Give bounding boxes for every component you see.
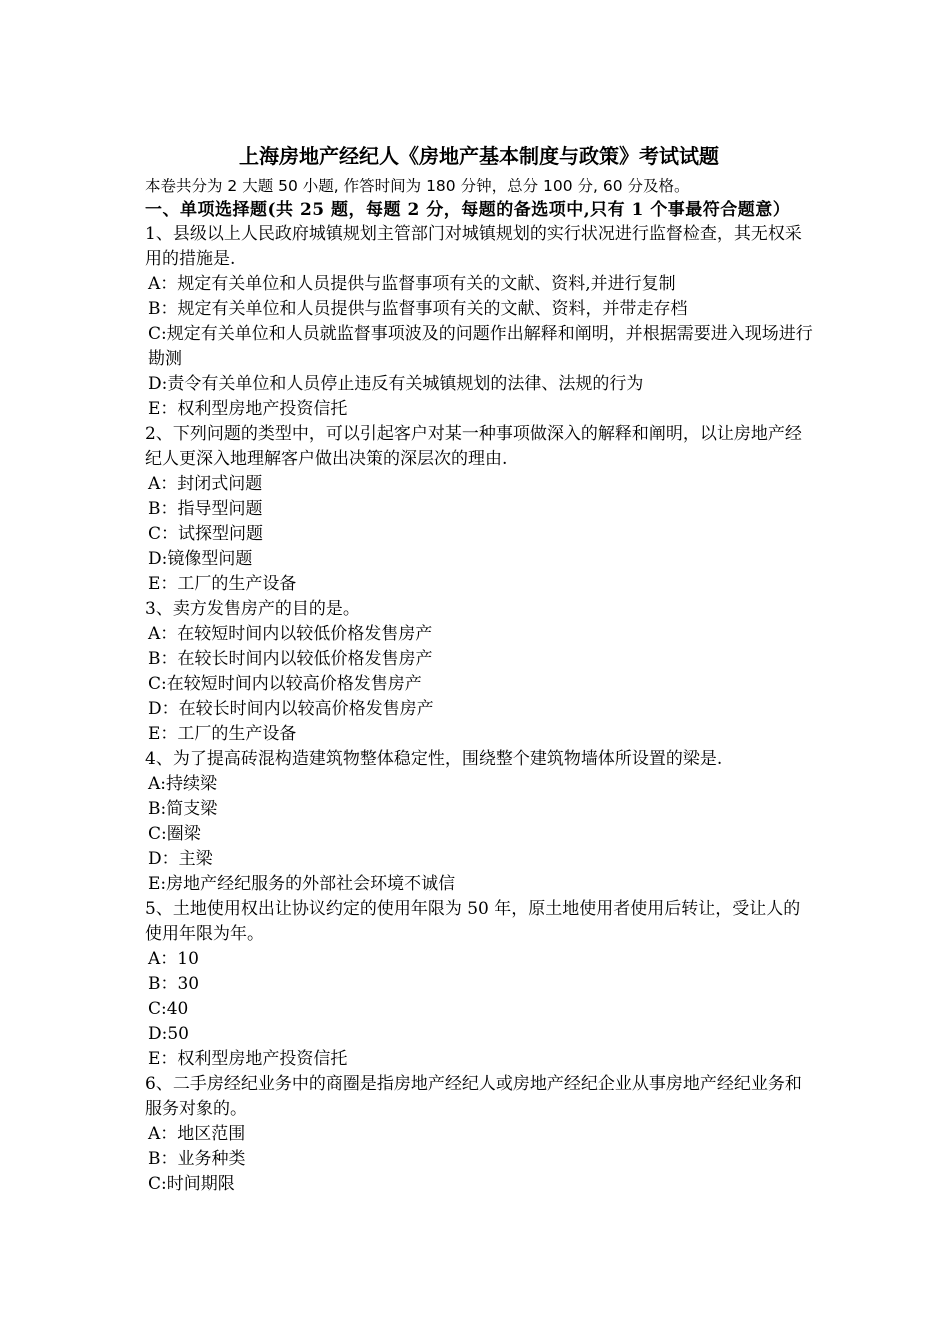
exam-intro: 本卷共分为 2 大题 50 小题, 作答时间为 180 分钟，总分 100 分, 60 分及格。 (145, 177, 690, 195)
option-d: D:镜像型问题 (148, 549, 253, 569)
option-c: C：试探型问题 (148, 524, 264, 544)
page-title: 上海房地产经纪人《房地产基本制度与政策》考试试题 (239, 144, 719, 168)
question-6 (145, 1072, 813, 1197)
option-c: C:规定有关单位和人员就监督事项波及的问题作出解释和阐明，并根据需要进入现场进行勘测 (148, 324, 813, 369)
option-b: B：在较长时间内以较低价格发售房产 (148, 649, 433, 669)
question-4 (145, 747, 813, 897)
question-stem: 4、为了提高砖混构造建筑物整体稳定性，围绕整个建筑物墙体所设置的梁是. (145, 749, 723, 769)
option-d: D:责令有关单位和人员停止违反有关城镇规划的法律、法规的行为 (148, 374, 644, 394)
option-b: B：指导型问题 (148, 499, 263, 519)
option-e: E：权利型房地产投资信托 (148, 1049, 348, 1069)
question-stem: 1、县级以上人民政府城镇规划主管部门对城镇规划的实行状况进行监督检查，其无权采用的措施是. (145, 224, 802, 269)
option-e: E：工厂的生产设备 (148, 574, 297, 594)
question-1 (145, 222, 813, 422)
option-b: B：30 (148, 974, 200, 994)
option-a: A：规定有关单位和人员提供与监督事项有关的文献、资料,并进行复制 (148, 274, 676, 294)
option-b: B:简支梁 (148, 799, 218, 819)
option-c: C:在较短时间内以较高价格发售房产 (148, 674, 422, 694)
option-c: C:圈梁 (148, 824, 201, 844)
section-heading: 一、单项选择题(共 25 题，每题 2 分，每题的备选项中,只有 1 个事最符合题意） (145, 200, 791, 220)
option-e: E：权利型房地产投资信托 (148, 399, 348, 419)
option-e: E：工厂的生产设备 (148, 724, 297, 744)
question-3 (145, 597, 813, 747)
question-stem: 3、卖方发售房产的目的是。 (145, 599, 360, 619)
option-a: A：地区范围 (148, 1124, 246, 1144)
question-stem: 2、下列问题的类型中，可以引起客户对某一种事项做深入的解释和阐明，以让房地产经纪人更深入地理解客户做出决策的深层次的理由. (145, 424, 802, 469)
option-b: B：规定有关单位和人员提供与监督事项有关的文献、资料，并带走存档 (148, 299, 688, 319)
option-a: A：封闭式问题 (148, 474, 263, 494)
option-d: D：主梁 (148, 849, 213, 869)
option-e: E:房地产经纪服务的外部社会环境不诚信 (148, 874, 456, 894)
option-d: D：在较长时间内以较高价格发售房产 (148, 699, 434, 719)
option-c: C:时间期限 (148, 1174, 235, 1194)
document-page (145, 142, 813, 1197)
question-5 (145, 897, 813, 1072)
option-a: A：在较短时间内以较低价格发售房产 (148, 624, 433, 644)
option-d: D:50 (148, 1024, 189, 1044)
option-c: C:40 (148, 999, 189, 1019)
question-stem: 5、土地使用权出让协议约定的使用年限为 50 年，原土地使用者使用后转让，受让人的使用年限为年。 (145, 899, 801, 944)
question-2 (145, 422, 813, 597)
question-stem: 6、二手房经纪业务中的商圈是指房地产经纪人或房地产经纪企业从事房地产经纪业务和服务对象的。 (145, 1074, 802, 1119)
option-b: B：业务种类 (148, 1149, 246, 1169)
option-a: A：10 (148, 949, 199, 969)
option-a: A:持续梁 (148, 774, 218, 794)
